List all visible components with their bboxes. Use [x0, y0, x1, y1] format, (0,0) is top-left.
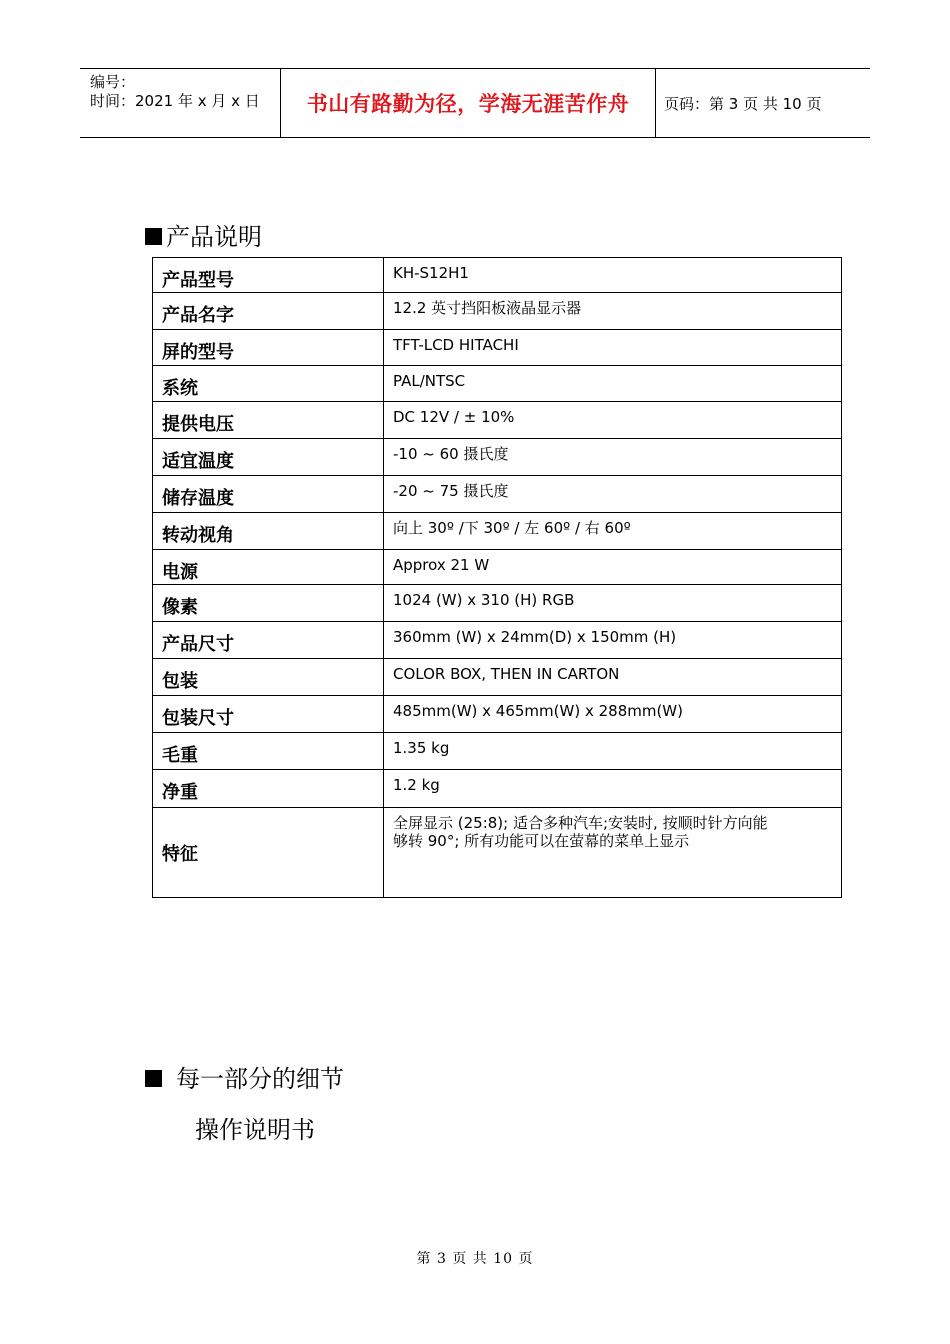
spec-key: 毛重 [153, 733, 384, 770]
table-row [153, 550, 842, 585]
table-row [153, 330, 842, 366]
spec-value [384, 808, 842, 898]
spec-key: 电源 [153, 550, 384, 585]
spec-key: 转动视角 [153, 513, 384, 550]
spec-value: 1.2 kg [384, 770, 842, 808]
spec-key: 产品尺寸 [153, 622, 384, 659]
spec-value: 12.2 英寸挡阳板液晶显示器 [384, 293, 842, 330]
header-meta [80, 69, 280, 137]
spec-key: 系统 [153, 366, 384, 402]
spec-key: 提供电压 [153, 402, 384, 439]
spec-key: 包装 [153, 659, 384, 696]
spec-value: KH-S12H1 [384, 258, 842, 293]
table-row [153, 293, 842, 330]
feature-line: 全屏显示 (25:8); 适合多种汽车;安装时, 按顺时针方向能 [393, 814, 768, 832]
section-part-details [145, 1059, 344, 1094]
section-product-description [145, 217, 262, 252]
feature-line: 够转 90°; 所有功能可以在萤幕的菜单上显示 [393, 832, 690, 850]
spec-value: Approx 21 W [384, 550, 842, 585]
spec-key: 包装尺寸 [153, 696, 384, 733]
spec-key: 特征 [153, 808, 384, 898]
page-footer: 第 3 页 共 10 页 [416, 1251, 534, 1267]
spec-table [152, 257, 842, 898]
spec-value: 485mm(W) x 465mm(W) x 288mm(W) [384, 696, 842, 733]
spec-key: 储存温度 [153, 476, 384, 513]
table-row [153, 659, 842, 696]
table-row [153, 808, 842, 898]
table-row [153, 733, 842, 770]
square-bullet-icon [145, 1070, 162, 1087]
header-page-info: 页码：第 3 页 共 10 页 [664, 94, 822, 113]
spec-value: COLOR BOX, THEN IN CARTON [384, 659, 842, 696]
spec-value: 1024 (W) x 310 (H) RGB [384, 585, 842, 622]
spec-value: 360mm (W) x 24mm(D) x 150mm (H) [384, 622, 842, 659]
header-motto: 书山有路勤为径，学海无涯苦作舟 [280, 69, 656, 137]
table-row [153, 622, 842, 659]
spec-key: 产品名字 [153, 293, 384, 330]
table-row [153, 402, 842, 439]
table-row [153, 476, 842, 513]
time-label: 时间：2021 年 x 月 x 日 [90, 92, 260, 110]
spec-value: -10 ~ 60 摄氏度 [384, 439, 842, 476]
spec-value: PAL/NTSC [384, 366, 842, 402]
table-row [153, 439, 842, 476]
spec-value: 向上 30º /下 30º / 左 60º / 右 60º [384, 513, 842, 550]
square-bullet-icon [145, 228, 162, 245]
table-row [153, 585, 842, 622]
number-label: 编号： [90, 73, 136, 91]
spec-value: TFT-LCD HITACHI [384, 330, 842, 366]
table-row [153, 366, 842, 402]
spec-value: 1.35 kg [384, 733, 842, 770]
section-title: 产品说明 [166, 223, 262, 251]
section-title: 每一部分的细节 [176, 1065, 344, 1093]
table-row [153, 258, 842, 293]
spec-key: 适宜温度 [153, 439, 384, 476]
manual-subtitle: 操作说明书 [195, 1116, 315, 1144]
table-row [153, 770, 842, 808]
spec-key: 产品型号 [153, 258, 384, 293]
spec-value: DC 12V / ± 10% [384, 402, 842, 439]
spec-value: -20 ~ 75 摄氏度 [384, 476, 842, 513]
spec-key: 屏的型号 [153, 330, 384, 366]
table-row [153, 696, 842, 733]
spec-key: 净重 [153, 770, 384, 808]
table-row [153, 513, 842, 550]
page-header [80, 68, 870, 138]
spec-key: 像素 [153, 585, 384, 622]
